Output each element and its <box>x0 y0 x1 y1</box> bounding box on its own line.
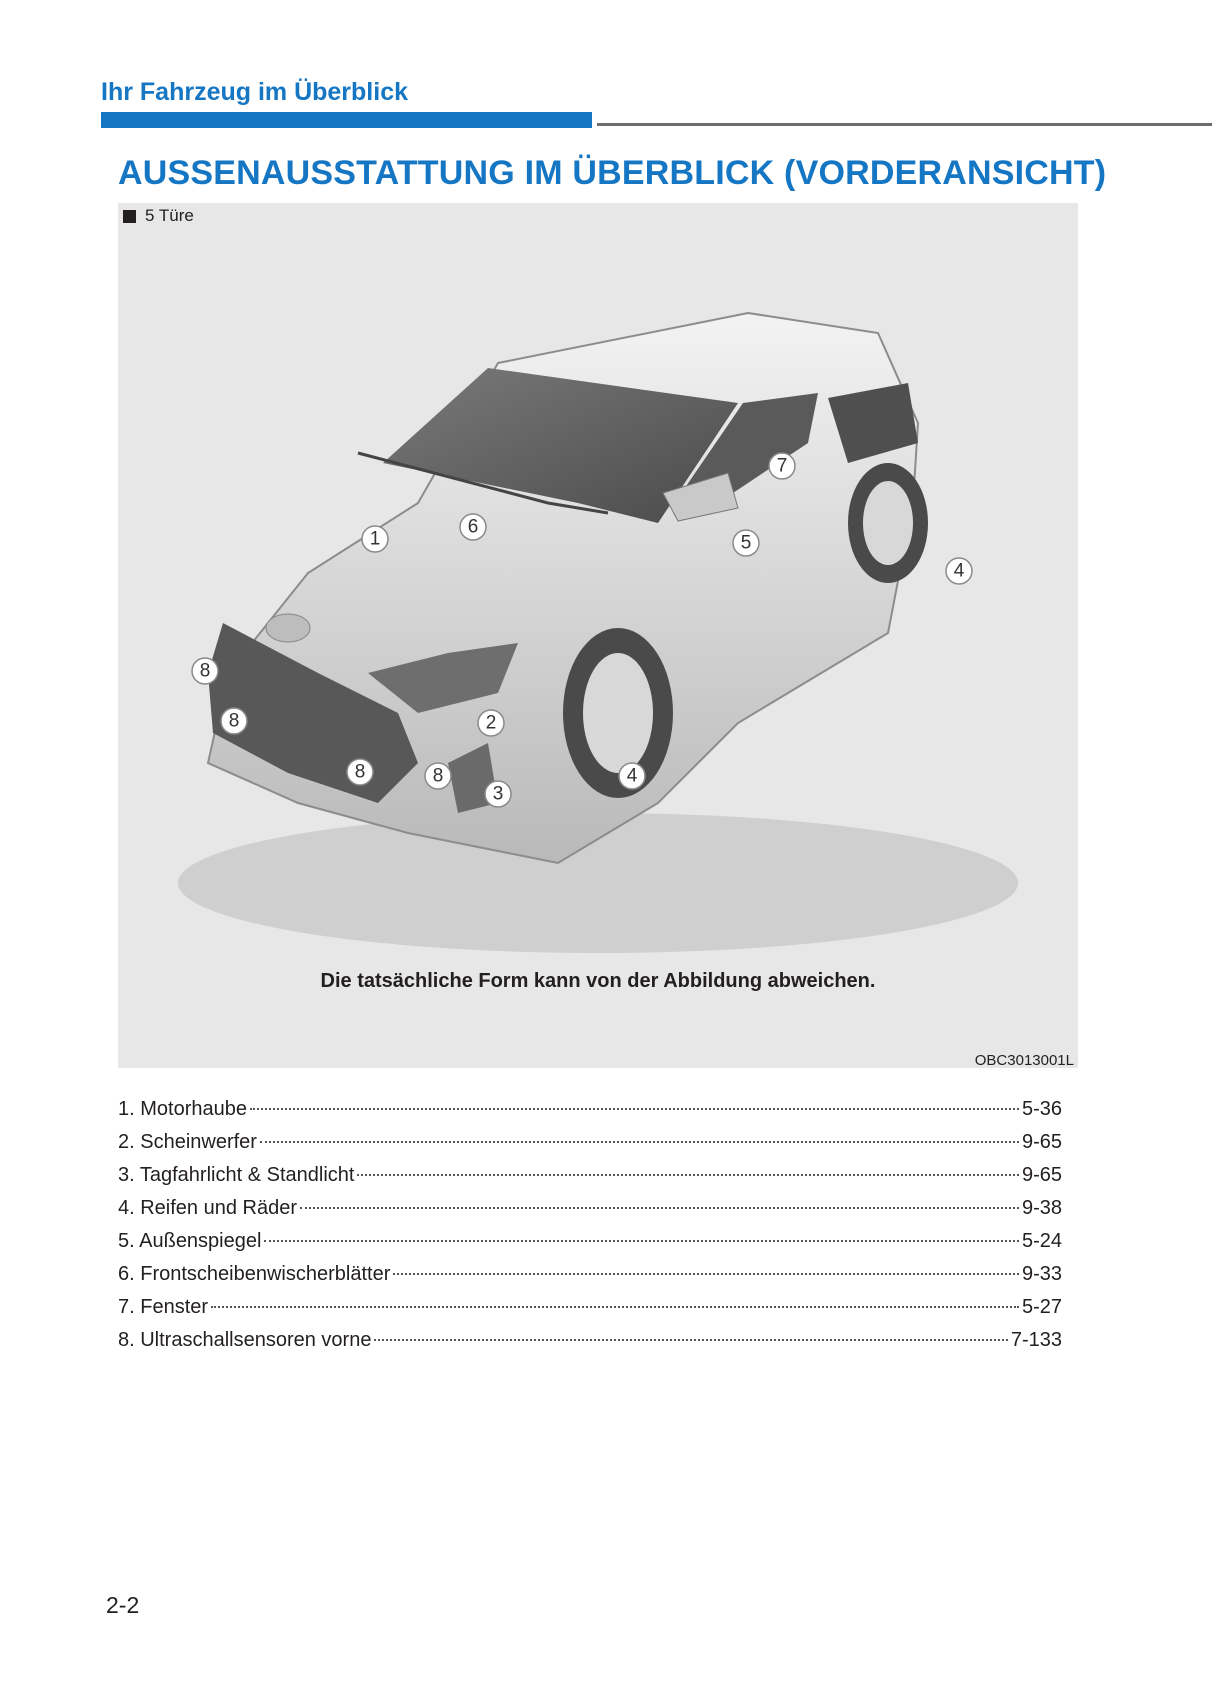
car-rear-rim <box>863 481 913 565</box>
figure-code: OBC3013001L <box>974 1052 1074 1069</box>
callout-6 <box>460 514 486 540</box>
page-number: 2-2 <box>106 1592 140 1618</box>
legend-item <box>118 1164 1062 1197</box>
legend-item-label: 7. Fenster <box>118 1296 209 1318</box>
legend-item <box>118 1098 1062 1131</box>
legend-item-page-ref: 5-27 <box>1021 1296 1062 1318</box>
section-title: Ihr Fahrzeug im Überblick <box>101 78 409 106</box>
figure-caption: Die tatsächliche Form kann von der Abbildung abweichen. <box>320 970 876 992</box>
header-accent-bar <box>101 112 592 128</box>
callout-8-upper-label: 8 <box>199 660 211 682</box>
callout-8-center <box>347 759 373 785</box>
callout-1-label: 1 <box>369 528 381 550</box>
callout-8-center-label: 8 <box>354 761 366 783</box>
callout-4-front-label: 4 <box>626 765 638 787</box>
leader-dots <box>260 1141 1019 1143</box>
legend-item-label: 1. Motorhaube <box>118 1098 247 1120</box>
legend-item-label: 6. Frontscheibenwischerblätter <box>118 1263 391 1285</box>
callout-2-label: 2 <box>485 712 497 734</box>
callout-4-front <box>619 763 645 789</box>
callout-8-left <box>221 708 247 734</box>
legend-item <box>118 1230 1062 1263</box>
legend-item <box>118 1197 1062 1230</box>
callout-8-upper <box>192 658 218 684</box>
car-front-rim <box>583 653 653 773</box>
legend-item <box>118 1263 1062 1296</box>
legend-item <box>118 1296 1062 1329</box>
callout-4-rear-label: 4 <box>953 560 965 582</box>
leader-dots <box>264 1240 1019 1242</box>
callout-7 <box>769 453 795 479</box>
legend-item <box>118 1131 1062 1164</box>
leader-dots <box>393 1273 1019 1275</box>
callout-1 <box>362 526 388 552</box>
callout-3 <box>485 781 511 807</box>
header-divider-line <box>597 123 1212 126</box>
callout-8-left-label: 8 <box>228 710 240 732</box>
leader-dots <box>211 1306 1019 1308</box>
car-illustration <box>118 203 1078 1068</box>
legend-item-label: 4. Reifen und Räder <box>118 1197 298 1219</box>
legend-item-page-ref: 9-65 <box>1021 1131 1062 1153</box>
callout-5 <box>733 530 759 556</box>
legend-item-page-ref: 7-133 <box>1010 1329 1062 1351</box>
page-heading: AUSSENAUSSTATTUNG IM ÜBERBLICK (VORDERANSICHT) <box>118 154 1107 192</box>
callout-3-label: 3 <box>492 783 504 805</box>
legend-item-page-ref: 5-24 <box>1021 1230 1062 1252</box>
legend-item-label: 8. Ultraschallsensoren vorne <box>118 1329 372 1351</box>
leader-dots <box>374 1339 1007 1341</box>
leader-dots <box>300 1207 1019 1209</box>
legend-item-label: 5. Außenspiegel <box>118 1230 262 1252</box>
callout-7-label: 7 <box>776 455 788 477</box>
callout-5-label: 5 <box>740 532 752 554</box>
callout-8-right <box>425 763 451 789</box>
callout-2 <box>478 710 504 736</box>
legend-item-page-ref: 5-36 <box>1021 1098 1062 1120</box>
callout-4-rear <box>946 558 972 584</box>
leader-dots <box>357 1174 1019 1176</box>
legend-list <box>118 1098 1062 1362</box>
legend-item-page-ref: 9-38 <box>1021 1197 1062 1219</box>
leader-dots <box>250 1108 1019 1110</box>
variant-label-text: 5 Türe <box>145 206 194 225</box>
legend-item-label: 3. Tagfahrlicht & Standlicht <box>118 1164 355 1186</box>
legend-item <box>118 1329 1062 1362</box>
legend-item-page-ref: 9-33 <box>1021 1263 1062 1285</box>
car-logo <box>266 614 310 642</box>
legend-item-label: 2. Scheinwerfer <box>118 1131 257 1153</box>
legend-item-page-ref: 9-65 <box>1021 1164 1062 1186</box>
callout-6-label: 6 <box>467 516 479 538</box>
callout-8-right-label: 8 <box>432 765 444 787</box>
